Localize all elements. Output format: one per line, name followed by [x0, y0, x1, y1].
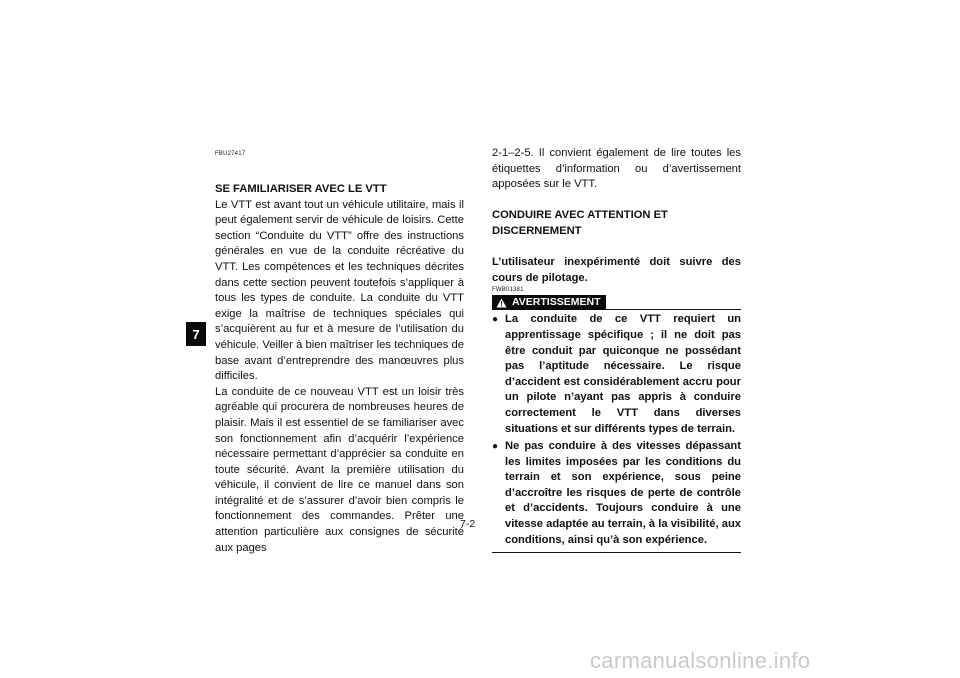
warning-code: FWB01381: [492, 287, 524, 294]
watermark: carmanualsonline.info: [590, 648, 811, 673]
warning-box: [492, 295, 741, 553]
page-number: 7-2: [460, 518, 476, 530]
section-heading: CONDUIRE AVEC ATTENTION ET DISCERNEMENT: [492, 209, 668, 237]
list-item-text: Ne pas conduire à des vitesses dépassant les limites imposées par les conditions du terrain et son expérience, sous peine d’accroître les risques de perte de contrôle et d’accidents. Toujours conduire à une vitesse adaptée au terrain, à la visibilité, aux conditions, ainsi qu’à son expérience.: [505, 440, 741, 546]
warning-label-text: AVERTISSEMENT: [512, 296, 601, 309]
bullet-icon: ●: [492, 441, 499, 453]
section-code: FBU27417: [215, 151, 246, 157]
warning-label: [492, 295, 606, 310]
left-column: [215, 150, 464, 556]
chapter-tab: 7: [186, 322, 206, 346]
bullet-icon: ●: [492, 314, 499, 326]
section-heading: SE FAMILIARISER AVEC LE VTT: [215, 183, 387, 195]
list-item: [492, 312, 741, 437]
paragraph: La conduite de ce nouveau VTT est un loisir très agréable qui procurera de nombreuses heures de plaisir. Mais il est essentiel de se familiariser avec son fonctionnement afin d’acquérir l’expérience nécessaire permettant d’apprécier sa conduite en toute sécurité. Avant la première utilisation du véhicule, il convient de lire ce manuel dans son intégralité et de s’assurer d’avoir bien compris le fonctionnement des commandes. Prêter une attention particulière aux consignes de sécurité aux pages: [215, 385, 464, 554]
paragraph: 2-1–2-5. Il convient également de lire toutes les étiquettes d’information ou d’avertissement apposées sur le VTT.: [492, 147, 741, 191]
list-item: [492, 439, 741, 548]
sub-heading: L’utilisateur inexpérimenté doit suivre des cours de pilotage.: [492, 256, 741, 284]
paragraph: Le VTT est avant tout un véhicule utilitaire, mais il peut également servir de véhicule de loisirs. Cette section “Conduite du VTT” offre des instructions générales en vue de la conduite récréative du VTT. Les compétences et les techniques décrites dans cette section peuvent toutefois s’appliquer à tous les types de conduite. La conduite du VTT exige la maîtrise de techniques spéciales qui s’acquièrent au fur et à mesure de l’utilisation du véhicule. Veiller à bien maîtriser les techniques de base avant d’entreprendre des manœuvres plus difficiles.: [215, 198, 464, 383]
right-column: [492, 146, 741, 553]
warning-end-rule: [492, 552, 741, 553]
warning-triangle-icon: [496, 298, 507, 308]
list-item-text: La conduite de ce VTT requiert un apprentissage spécifique ; il ne doit pas être conduit par quiconque ne possédant pas l’aptitude nécessaire. Le risque d’accident est considérablement accru pour un pilote n’ayant pas appris à conduire correctement le VTT dans diverses situations et sur différents types de terrain.: [505, 313, 741, 435]
